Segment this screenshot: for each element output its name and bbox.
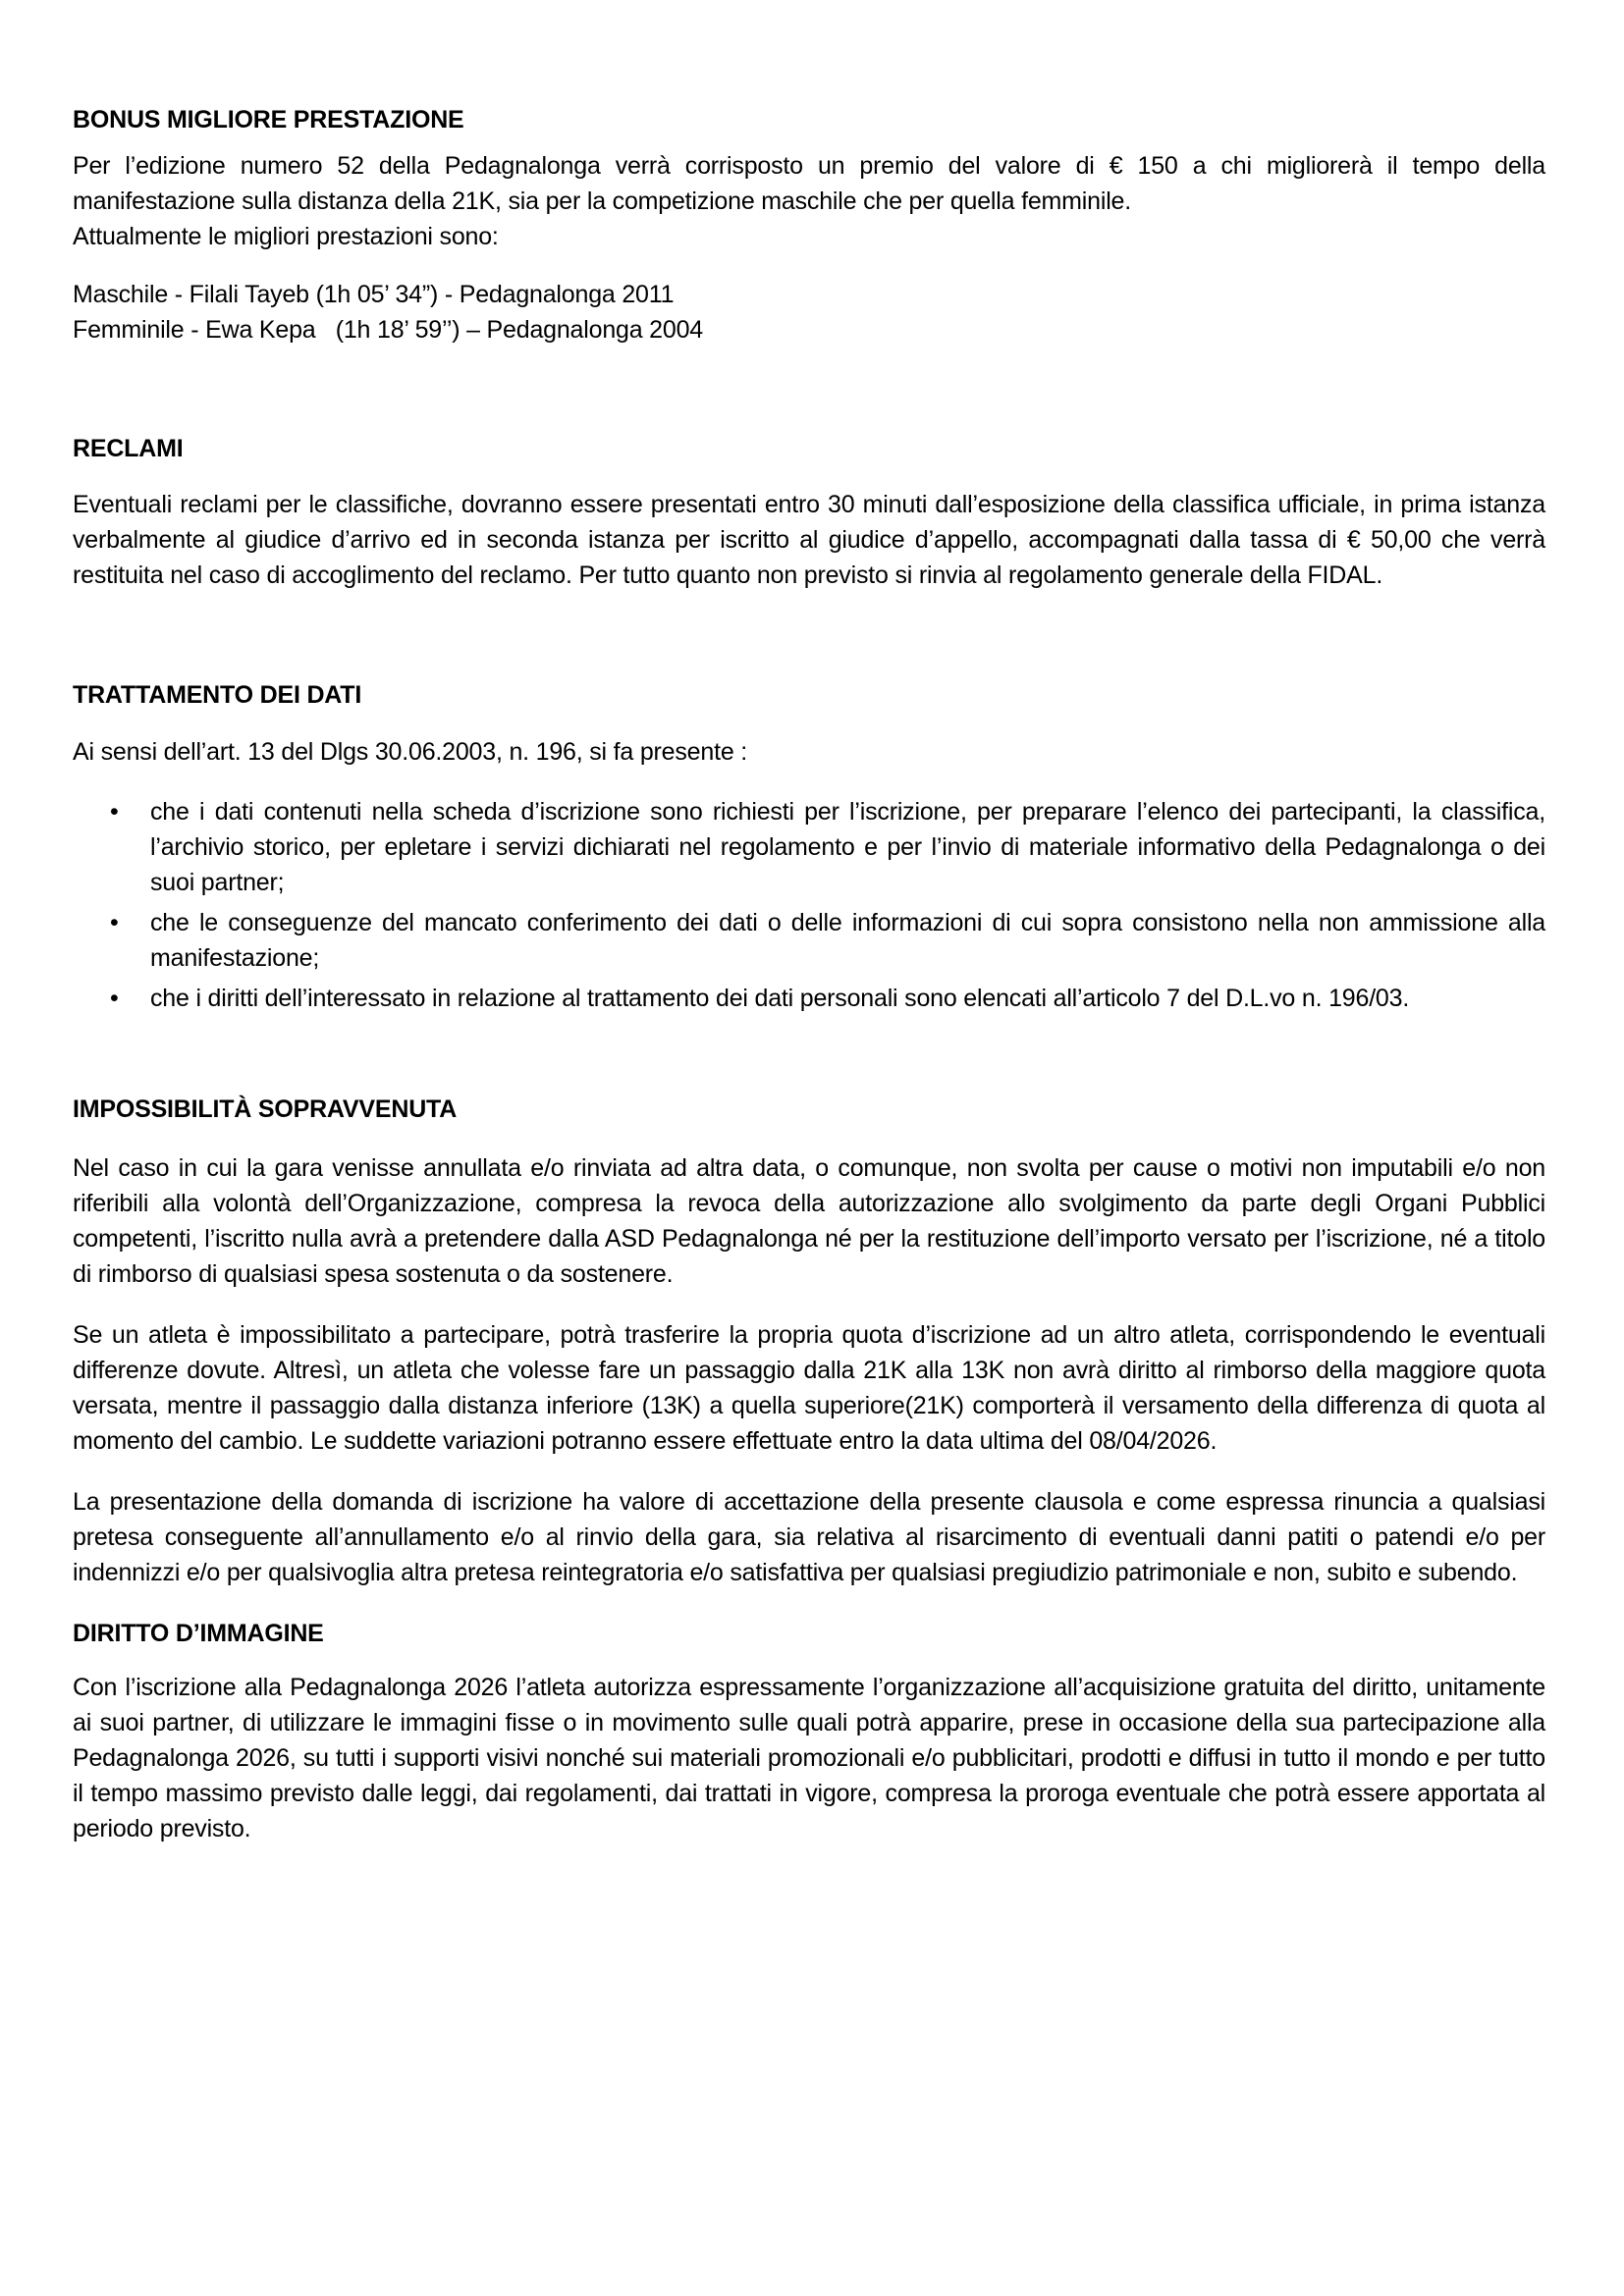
list-item-text: che i dati contenuti nella scheda d’iscrizione sono richiesti per l’iscrizione, per preparare l’elenco dei partecipanti, la classifica, l’archivio storico, per epletare i servizi dichiarati nel regolamento e per l’invio di materiale informativo della Pedagnalonga o dei suoi partner; [150, 798, 1545, 896]
list-item-text: che i diritti dell’interessato in relazione al trattamento dei dati personali sono elencati all’articolo 7 del D.L.vo n. 196/03. [150, 985, 1410, 1012]
paragraph-impossibilita-1: Nel caso in cui la gara venisse annullata e/o rinviata ad altra data, o comunque, non svolta per cause o motivi non imputabili e/o non riferibili alla volontà dell’Organizzazione, compresa la revoca della autorizzazione allo svolgimento da parte degli Organi Pubblici competenti, l’iscritto nulla avrà a pretendere dalla ASD Pedagnalonga né per la restituzione dell’importo versato per l’iscrizione, né a titolo di rimborso di qualsiasi spesa sostenuta o da sostenere. [73, 1154, 1545, 1288]
list-item [73, 981, 1545, 1016]
section-heading-trattamento: TRATTAMENTO DEI DATI [73, 681, 362, 709]
section-heading-diritto: DIRITTO D’IMMAGINE [73, 1620, 324, 1647]
paragraph-bonus-intro: Per l’edizione numero 52 della Pedagnalonga verrà corrisposto un premio del valore di € 150 a chi migliorerà il tempo della manifestazione sulla distanza della 21K, sia per la competizione maschile che per quella femminile. [73, 152, 1545, 215]
list-item [73, 905, 1545, 976]
list-item [73, 794, 1545, 900]
section-reclami [73, 431, 1545, 593]
record-line-female: Femminile - Ewa Kepa (1h 18’ 59’’) – Pedagnalonga 2004 [73, 316, 703, 344]
section-heading-bonus: BONUS MIGLIORE PRESTAZIONE [73, 106, 464, 133]
paragraph-trattamento-intro: Ai sensi dell’art. 13 del Dlgs 30.06.2003, n. 196, si fa presente : [73, 738, 748, 766]
bullet-icon: • [110, 909, 119, 936]
trattamento-bullet-list [73, 794, 1545, 1016]
paragraph-current-best-label: Attualmente le migliori prestazioni sono: [73, 223, 499, 250]
section-trattamento-dati [73, 677, 1545, 1016]
paragraph-impossibilita-3: La presentazione della domanda di iscrizione ha valore di accettazione della presente clausola e come espressa rinuncia a qualsiasi pretesa conseguente all’annullamento e/o al rinvio della gara, sia relativa al risarcimento di eventuali danni patiti o patendi e/o per indennizzi e/o per qualsivoglia altra pretesa reintegratoria e/o satisfattiva per qualsiasi pregiudizio patrimoniale e non, subito e subendo. [73, 1488, 1545, 1586]
record-list [73, 277, 1545, 347]
section-heading-impossibilita: IMPOSSIBILITÀ SOPRAVVENUTA [73, 1095, 458, 1123]
bullet-icon: • [110, 798, 119, 826]
section-diritto-immagine [73, 1616, 1545, 1846]
section-heading-reclami: RECLAMI [73, 435, 184, 462]
section-bonus [73, 102, 1545, 347]
section-impossibilita-sopravvenuta [73, 1092, 1545, 1590]
bullet-icon: • [110, 985, 119, 1012]
paragraph-reclami-body: Eventuali reclami per le classifiche, dovranno essere presentati entro 30 minuti dall’esposizione della classifica ufficiale, in prima istanza verbalmente al giudice d’arrivo ed in seconda istanza per iscritto al giudice d’appello, accompagnati dalla tassa di € 50,00 che verrà restituita nel caso di accoglimento del reclamo. Per tutto quanto non previsto si rinvia al regolamento generale della FIDAL. [73, 491, 1545, 589]
list-item-text: che le conseguenze del mancato conferimento dei dati o delle informazioni di cui sopra consistono nella non ammissione alla manifestazione; [150, 909, 1545, 972]
record-line-male: Maschile - Filali Tayeb (1h 05’ 34”) - Pedagnalonga 2011 [73, 281, 675, 308]
paragraph-impossibilita-2: Se un atleta è impossibilitato a partecipare, potrà trasferire la propria quota d’iscrizione ad un altro atleta, corrispondendo le eventuali differenze dovute. Altresì, un atleta che volesse fare un passaggio dalla 21K alla 13K non avrà diritto al rimborso della maggiore quota versata, mentre il passaggio dalla distanza inferiore (13K) a quella superiore(21K) comporterà il versamento della differenza di quota al momento del cambio. Le suddette variazioni potranno essere effettuate entro la data ultima del 08/04/2026. [73, 1321, 1545, 1455]
paragraph-diritto-body: Con l’iscrizione alla Pedagnalonga 2026 l’atleta autorizza espressamente l’organizzazione all’acquisizione gratuita del diritto, unitamente ai suoi partner, di utilizzare le immagini fisse o in movimento sulle quali potrà apparire, prese in occasione della sua partecipazione alla Pedagnalonga 2026, su tutti i supporti visivi nonché sui materiali promozionali e/o pubblicitari, prodotti e diffusi in tutto il mondo e per tutto il tempo massimo previsto dalle leggi, dai regolamenti, dai trattati in vigore, compresa la proroga eventuale che potrà essere apportata al periodo previsto. [73, 1674, 1545, 1842]
